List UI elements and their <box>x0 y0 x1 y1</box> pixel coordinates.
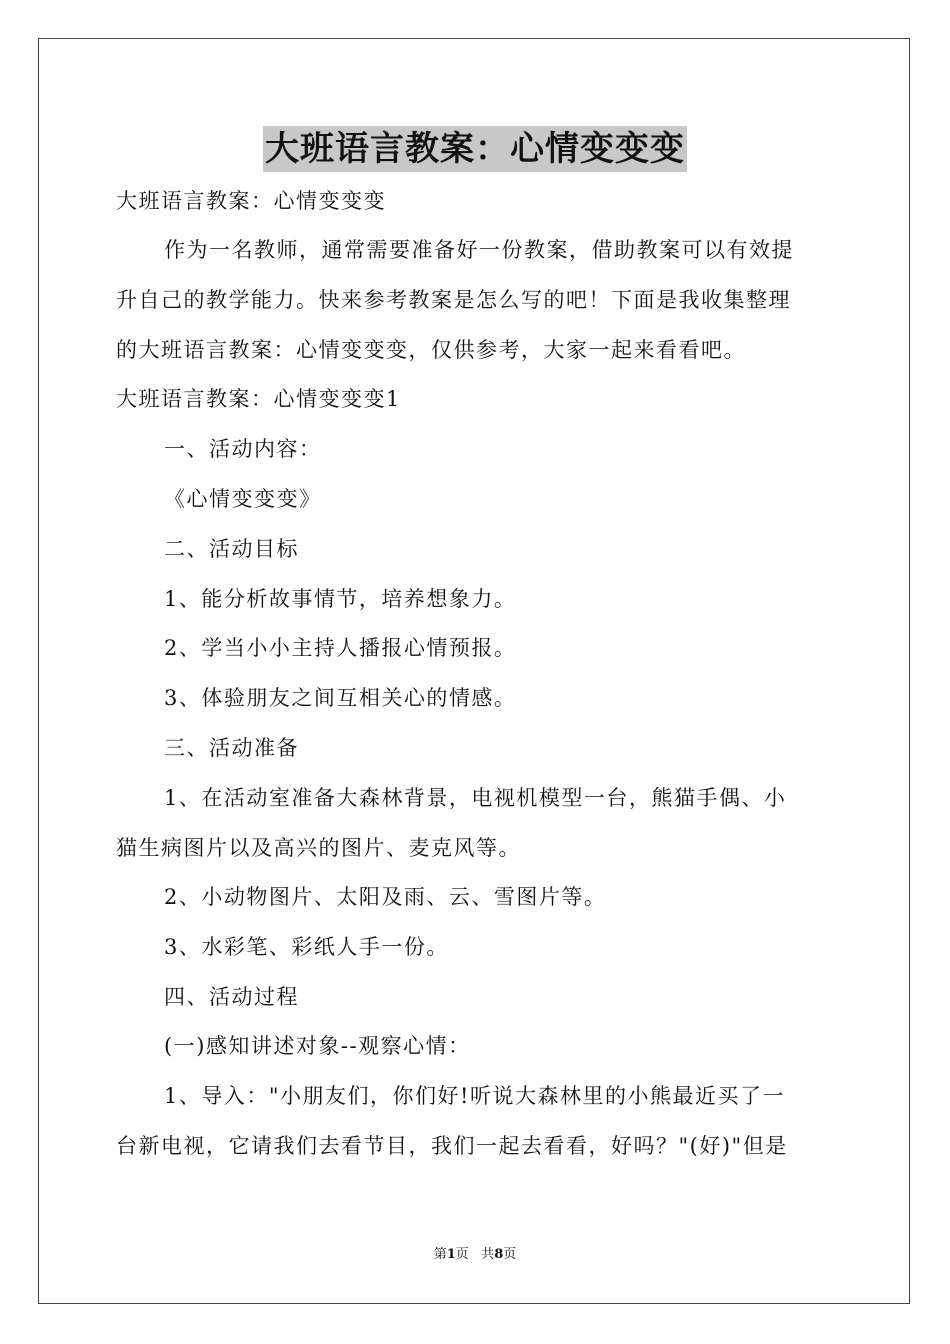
paragraph-line: 二、活动目标 <box>164 537 299 561</box>
paragraph-line: 3、体验朋友之间互相关心的情感。 <box>164 686 517 710</box>
paragraph-line: 台新电视，它请我们去看节目，我们一起去看看，好吗？"(好)"但是 <box>116 1134 788 1158</box>
paragraph-line: 一、活动内容： <box>164 437 322 461</box>
paragraph-line: 2、小动物图片、太阳及雨、云、雪图片等。 <box>164 885 607 909</box>
page-footer <box>0 1246 950 1264</box>
paragraph-line: 2、学当小小主持人播报心情预报。 <box>164 636 517 660</box>
paragraph-line: 四、活动过程 <box>164 985 299 1009</box>
footer-total-prefix: 共 <box>481 1247 495 1262</box>
title-wrap <box>0 126 950 172</box>
footer-page-prefix: 第 <box>433 1247 447 1262</box>
paragraph-line: 1、在活动室准备大森林背景，电视机模型一台，熊猫手偶、小 <box>164 786 787 810</box>
page-border <box>38 38 910 1304</box>
footer-page-suffix: 页 <box>455 1247 469 1262</box>
paragraph-line: 《心情变变变》 <box>164 487 322 511</box>
paragraph-line: 1、能分析故事情节，培养想象力。 <box>164 587 517 611</box>
paragraph-line: 1、导入："小朋友们，你们好!听说大森林里的小熊最近买了一 <box>164 1084 785 1108</box>
paragraph-line: 猫生病图片以及高兴的图片、麦克风等。 <box>116 836 521 860</box>
paragraph-line: 升自己的教学能力。快来参考教案是怎么写的吧！下面是我收集整理 <box>116 288 791 312</box>
footer-total-number: 8 <box>494 1247 504 1262</box>
subtitle-line: 大班语言教案：心情变变变 <box>116 189 386 213</box>
document-title: 大班语言教案：心情变变变 <box>263 126 687 172</box>
footer-total-suffix: 页 <box>503 1247 517 1262</box>
paragraph-line: (一)感知讲述对象--观察心情： <box>164 1034 471 1058</box>
paragraph-line: 三、活动准备 <box>164 736 299 760</box>
section-heading: 大班语言教案：心情变变变1 <box>116 387 401 411</box>
paragraph-line: 作为一名教师，通常需要准备好一份教案，借助教案可以有效提 <box>164 238 794 262</box>
footer-page-number: 1 <box>446 1247 456 1262</box>
paragraph-line: 3、水彩笔、彩纸人手一份。 <box>164 935 449 959</box>
paragraph-line: 的大班语言教案：心情变变变，仅供参考，大家一起来看看吧。 <box>116 338 746 362</box>
